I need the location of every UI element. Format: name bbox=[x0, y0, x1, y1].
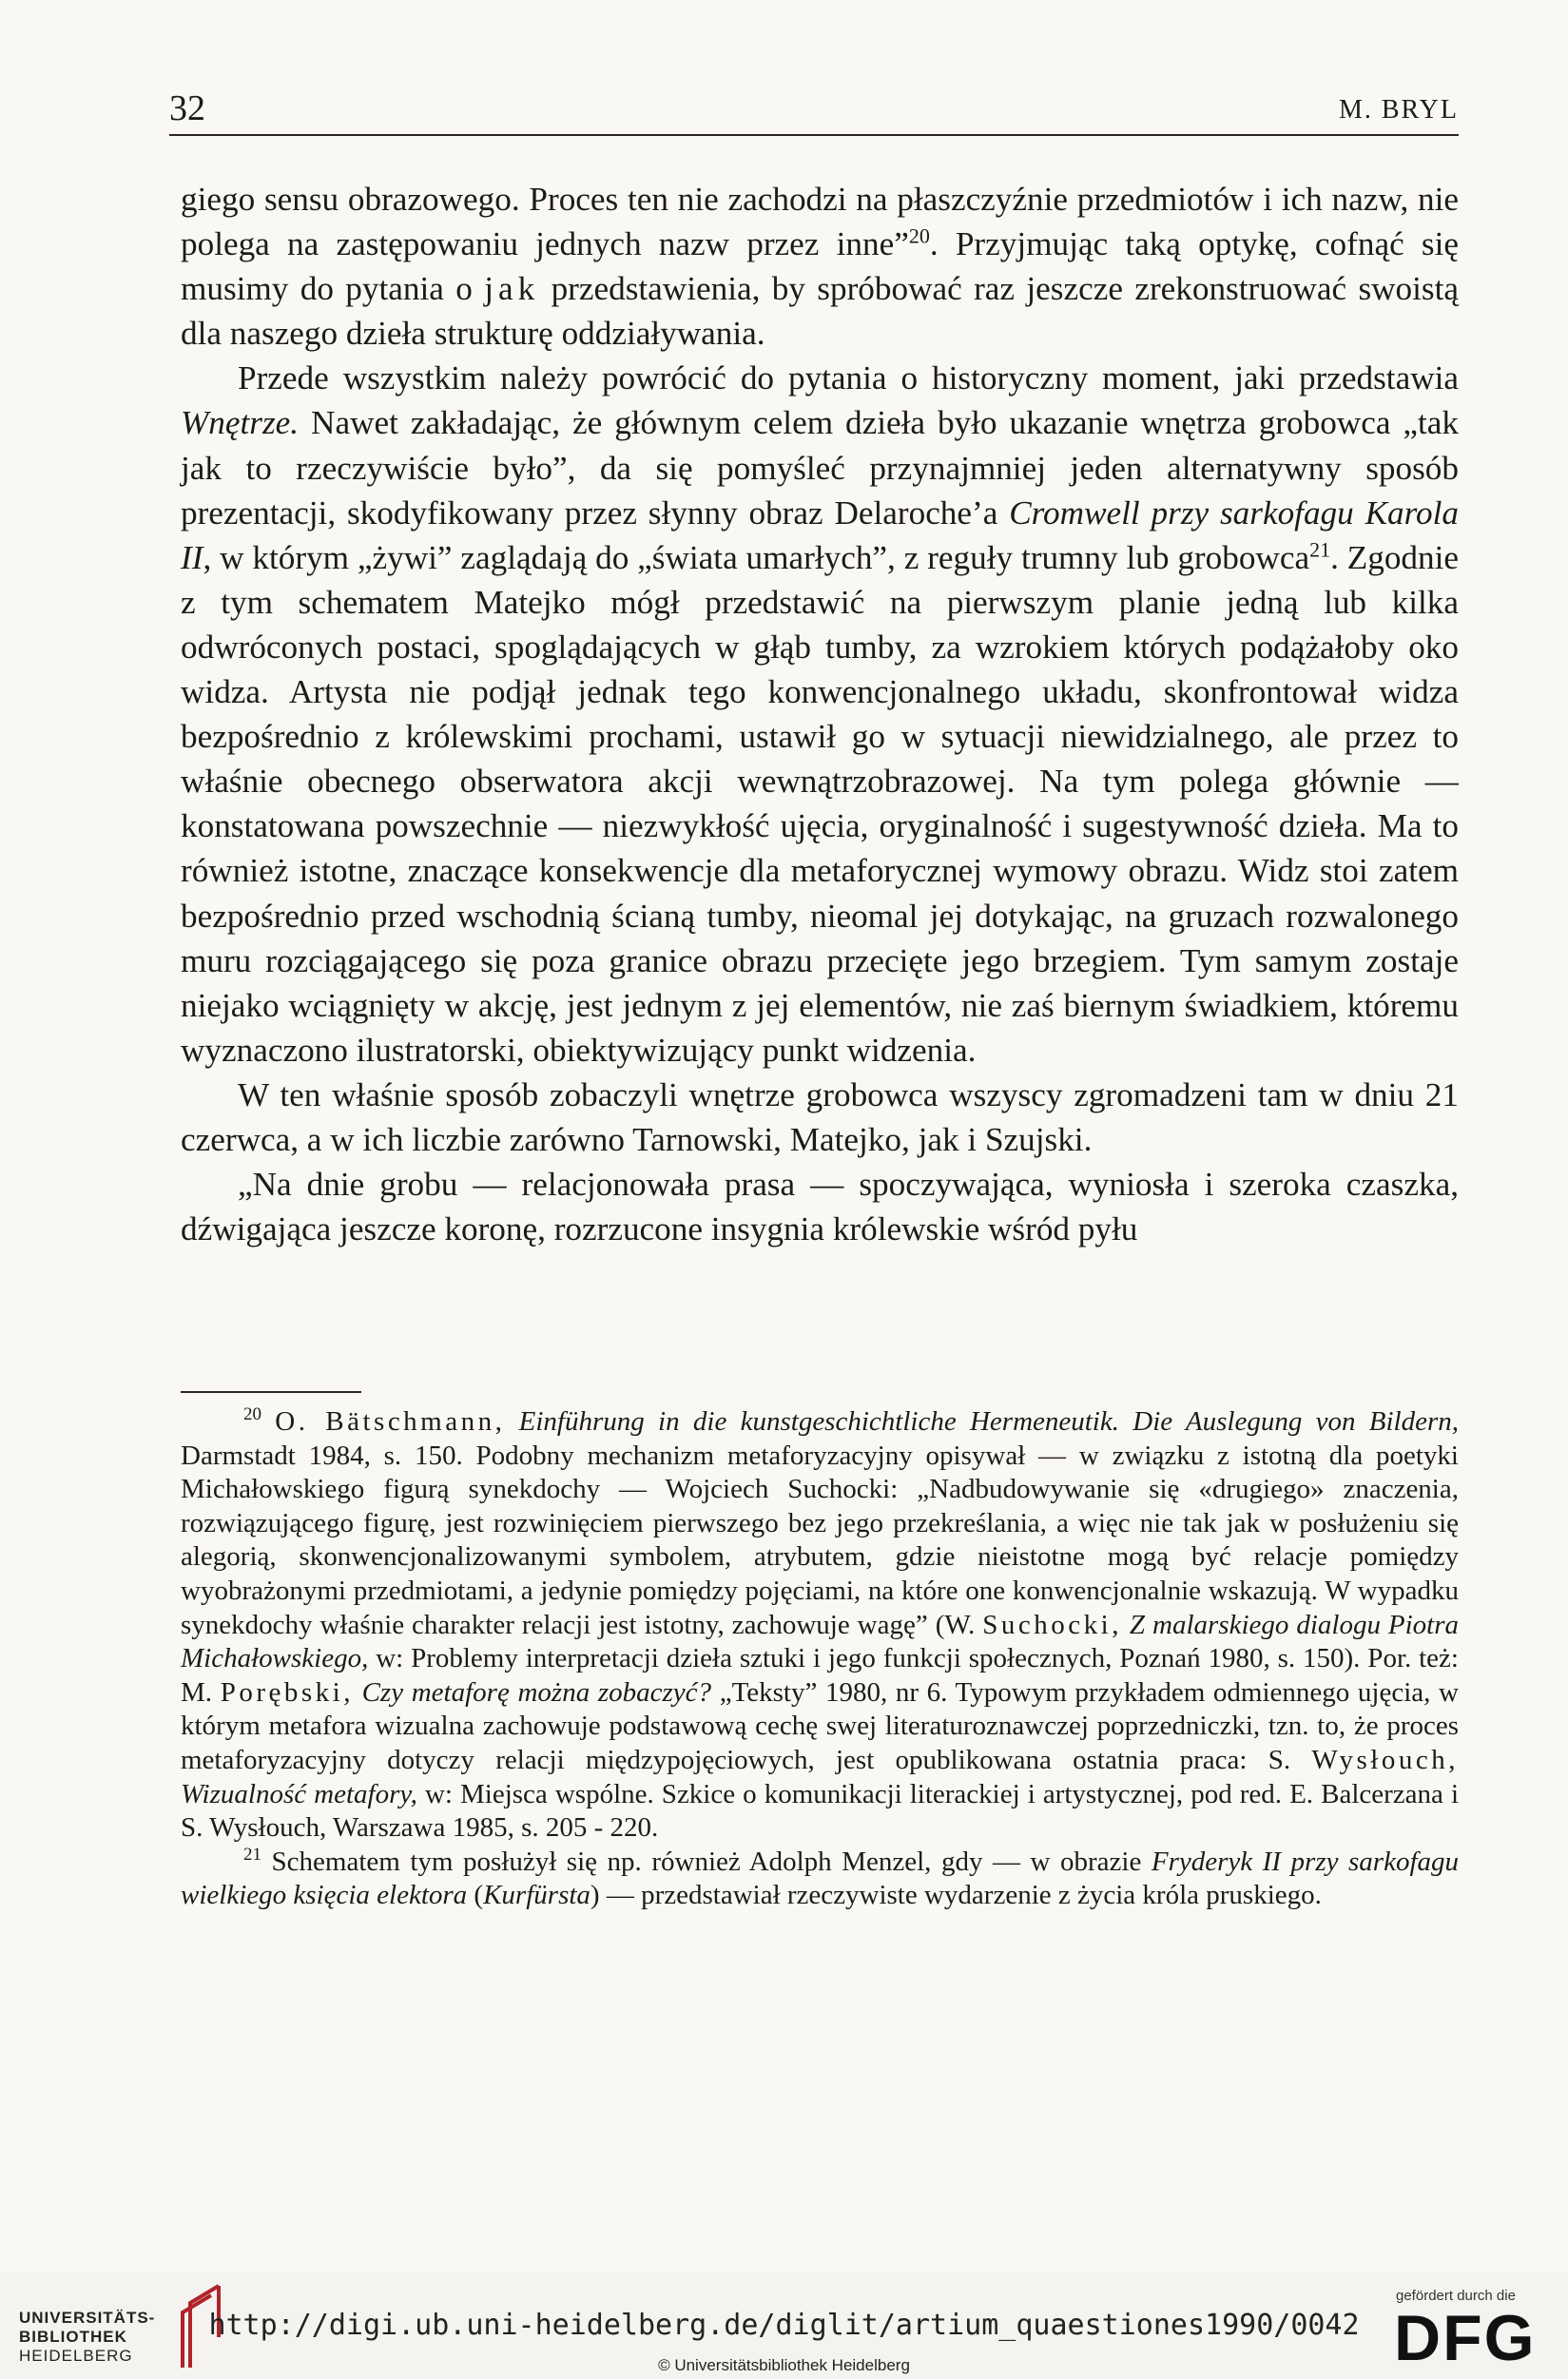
body-text bbox=[181, 177, 1459, 1251]
library-logo[interactable]: UNIVERSITÄTS- BIBLIOTHEK HEIDELBERG bbox=[19, 2309, 156, 2365]
footnotes bbox=[181, 1405, 1459, 1913]
permalink-url[interactable]: http://digi.ub.uni-heidelberg.de/diglit/artium_quaestiones1990/0042 bbox=[208, 2309, 1360, 2342]
paragraph-3: W ten właśnie sposób zobaczyli wnętrze grobowca wszyscy zgromadzeni tam w dniu 21 czerwca, a w ich liczbie zarówno Tarnowski, Matejko, jak i Szujski. bbox=[181, 1075, 1459, 1158]
header-rule bbox=[169, 134, 1459, 136]
footnote-rule bbox=[181, 1391, 361, 1393]
footnote-21: $^{21}$ Schematem tym posłużył się np. również Adolph Menzel, gdy — w obrazie Fryderyk II przy sarkofagu wielkiego księcia elektora (Kurfürsta) — przedstawiał rzeczywiste wydarzenie z życia króla pruskiego. bbox=[181, 1845, 1460, 1911]
funding-label: gefördert durch die bbox=[1396, 2288, 1516, 2304]
paragraph-2: Przede wszystkim należy powrócić do pytania o historyczny moment, jaki przedstawia Wnętrze. Nawet zakładając, że głównym celem dzieła było ukazanie wnętrza grobowca „tak jak to rzeczywiście było”, da się pomyśleć przynajmniej jeden alternatywny sposób prezentacji, skodyfikowany przez słynny obraz Delaroche’a Cromwell przy sarkofagu Karola II, w którym „żywi” zaglądają do „świata umarłych”, z reguły trumny lub grobowca$^{21}$. Zgodnie z tym schematem Matejko mógł przedstawić na pierwszym planie jedną lub kilka odwróconych postaci, spoglądających w głąb tumby, za wzrokiem których podążałoby oko widza. Artysta nie podjął jednak tego konwencjonalnego układu, skonfrontował widza bezpośrednio z królewskimi prochami, ustawił go w sytuacji niewidzialnego, ale przez to właśnie obecnego obserwatora akcji wewnątrzobrazowej. Na tym polega głównie — konstatowana powszechnie — niezwykłość ujęcia, oryginalność i sugestywność dzieła. Ma to również istotne, znaczące konsekwencje dla metaforycznej wymowy obrazu. Widz stoi zatem bezpośrednio przed wschodnią ścianą tumby, nieomal jej dotykając, na gruzach rozwalonego muru rozciągającego się poza granice obrazu przecięte jego brzegiem. Tym samym zostaje niejako wciągnięty w akcję, jest jednym z jej elementów, nie zaś biernym świadkiem, któremu wyznaczono ilustratorski, obiektywizujący punkt widzenia. bbox=[181, 359, 1460, 1069]
running-head: M. BRYL bbox=[1338, 95, 1459, 125]
footnote-20: $^{20}$ O. Bätschmann, Einführung in die kunstgeschichtliche Hermeneutik. Die Auslegung von Bildern, Darmstadt 1984, s. 150. Podobny mechanizm metaforyzacyjny opisywał — w związku z istotną dla poetyki Michałowskiego figurą synekdochy — Wojciech Suchocki: „Nadbudowywanie się «drugiego» znaczenia, rozwiązującego figurę, jest rozwinięciem pierwszego bez jego przekreślania, a więc nie tak jak w posłużeniu się alegorią, skonwencjonalizowanymi symbolem, atrybutem, gdzie nieistotne mogą być relacje pomiędzy wyobrażonymi przedmiotami, a jedynie pomiędzy pojęciami, na które one konwencjonalnie wskazują. W wypadku synekdochy właśnie charakter relacji jest istotny, zachowuje wagę” (W. Suchocki, Z malarskiego dialogu Piotra Michałowskiego, w: Problemy interpretacji dzieła sztuki i jego funkcji społecznych, Poznań 1980, s. 150). Por. też: M. Porębski, Czy metaforę można zobaczyć? „Teksty” 1980, nr 6. Typowym przykładem odmiennego ujęcia, w którym metafora wizualna zachowuje podstawową cechę swej literaturoznawczej poprzedniczki, tzn. to, że proces metaforyzacyjny dotyczy relacji międzypojęciowych, jest opublikowana ostatnia praca: S. Wysłouch, Wizualność metafory, w: Miejsca wspólne. Szkice o komunikacji literackiej i artystycznej, pod red. E. Balcerzana i S. Wysłouch, Warszawa 1985, s. 205 - 220. bbox=[181, 1404, 1460, 1844]
page-header bbox=[169, 87, 1459, 135]
page-number: 32 bbox=[169, 88, 205, 128]
footnote-ref-21: 21 bbox=[1309, 537, 1331, 562]
paragraph-1: giego sensu obrazowego. Proces ten nie zachodzi na płaszczyźnie przedmiotów i ich nazw, nie polega na zastępowaniu jednych nazw przez inne”$^{20}$. Przyjmując taką optykę, cofnąć się musimy do pytania o jak przedstawienia, by spróbować raz jeszcze zrekonstruować swoistą dla naszego dzieła strukturę oddziaływania. bbox=[181, 181, 1460, 353]
paragraph-4: „Na dnie grobu — relacjonowała prasa — spoczywająca, wyniosła i szeroka czaszka, dźwigająca jeszcze koronę, rozrzucone insygnia królewskie wśród pyłu bbox=[181, 1166, 1459, 1248]
dfg-logo[interactable]: DFG bbox=[1394, 2302, 1537, 2374]
copyright-notice: © Universitätsbibliothek Heidelberg bbox=[658, 2356, 910, 2374]
footnote-ref-20: 20 bbox=[908, 223, 930, 248]
